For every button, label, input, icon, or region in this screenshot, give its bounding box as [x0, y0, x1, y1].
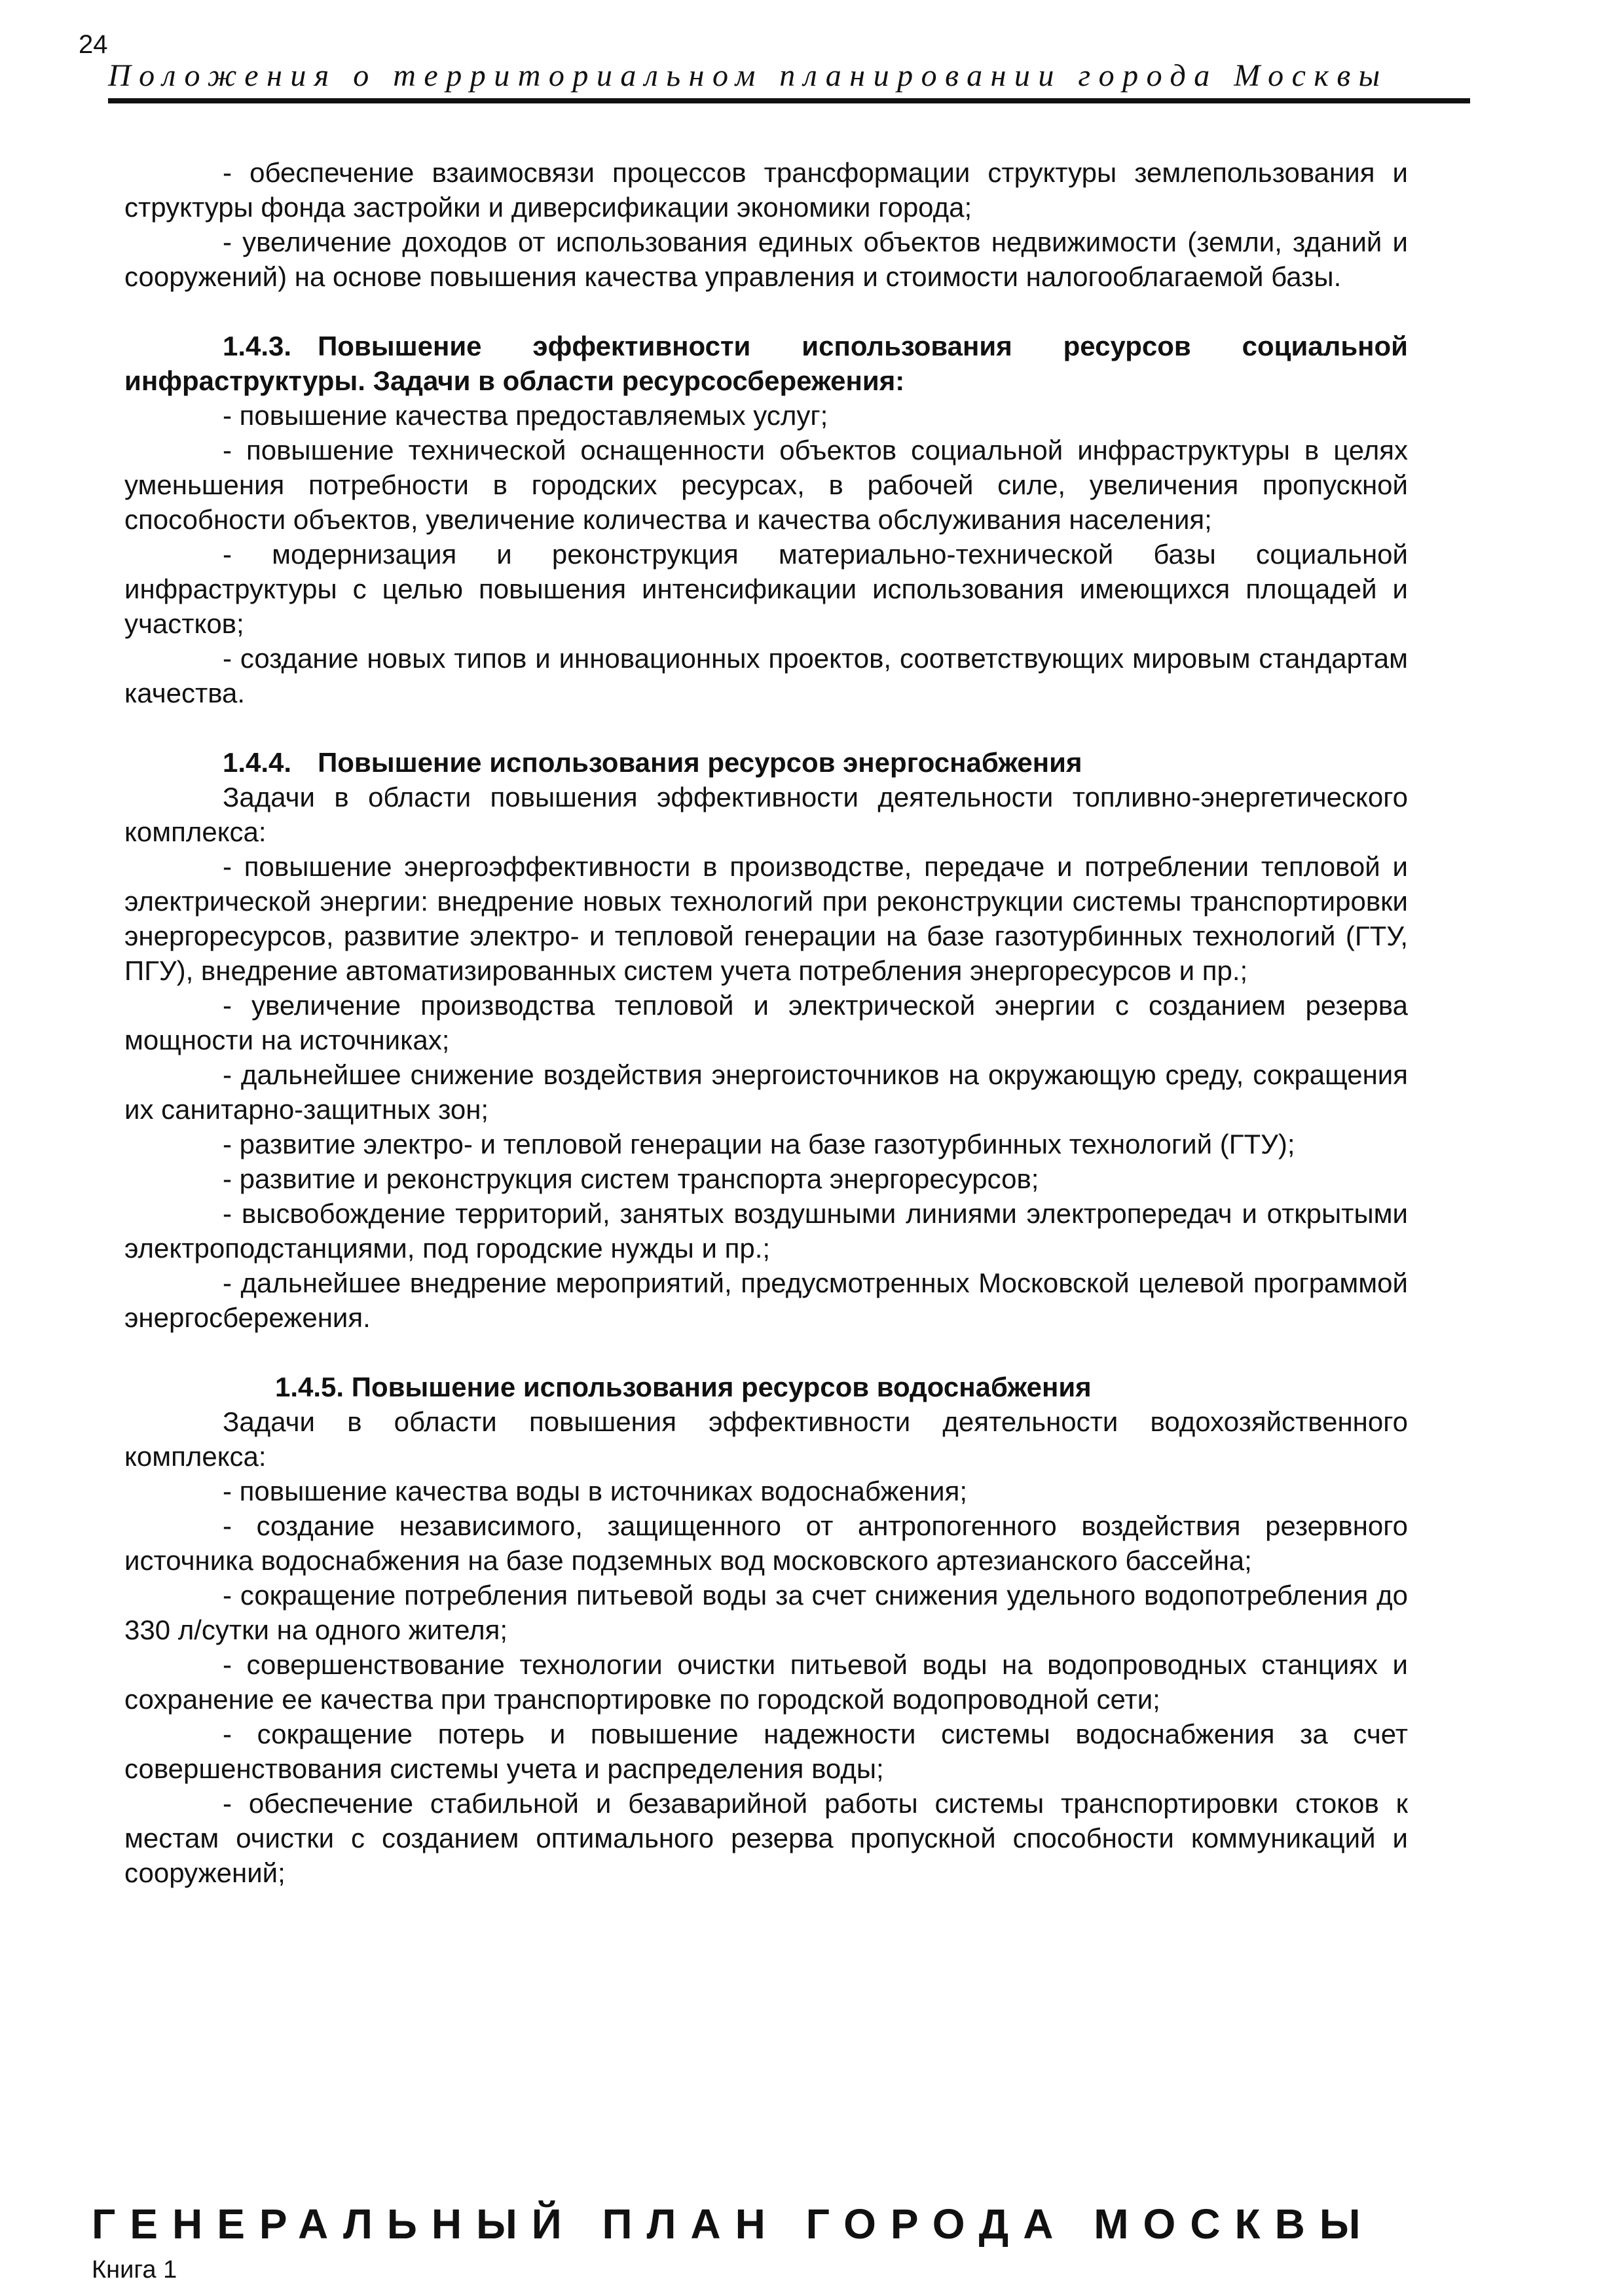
book-label: Книга 1: [92, 2256, 177, 2284]
list-item: - увеличение производства тепловой и электрической энергии с созданием резерва мощности на источниках;: [124, 990, 1408, 1055]
section-intro: Задачи в области повышения эффективности деятельности водохозяйственного комплекса:: [124, 1406, 1408, 1472]
section-heading-1-4-3: [124, 329, 1408, 398]
list-item: - повышение энергоэффективности в производстве, передаче и потреблении тепловой и электрической энергии: внедрение новых технологий при реконструкции системы транспортировки энергоресурсов, развитие электро- и тепловой генерации на базе газотурбинных технологий (ГТУ, ПГУ), внедрение автоматизированных систем учета потребления энергоресурсов и пр.;: [124, 851, 1408, 986]
section-heading-1-4-5: 1.4.5. Повышение использования ресурсов водоснабжения: [275, 1372, 1092, 1402]
spacer: [124, 1335, 1408, 1370]
footer-title: ГЕНЕРАЛЬНЫЙ ПЛАН ГОРОДА МОСКВЫ: [92, 2200, 1375, 2248]
paragraph: - обеспечение взаимосвязи процессов трансформации структуры землепользования и структуры фонда застройки и диверсификации экономики города;: [124, 157, 1408, 223]
list-item: - дальнейшее снижение воздействия энергоисточников на окружающую среду, сокращения их санитарно-защитных зон;: [124, 1059, 1408, 1125]
list-item: - повышение качества предоставляемых услуг;: [223, 400, 828, 431]
list-item: - создание независимого, защищенного от антропогенного воздействия резервного источника водоснабжения на базе подземных вод московского артезианского бассейна;: [124, 1510, 1408, 1576]
list-item: - высвобождение территорий, занятых воздушными линиями электропередач и открытыми электроподстанциями, под городские нужды и пр.;: [124, 1198, 1408, 1264]
list-item: - сокращение потребления питьевой воды за счет снижения удельного водопотребления до 330 л/сутки на одного жителя;: [124, 1580, 1408, 1645]
section-title: Повышение эффективности использования ресурсов социальной инфраструктуры. Задачи в области ресурсосбережения:: [124, 331, 1408, 396]
list-item: - повышение технической оснащенности объектов социальной инфраструктуры в целях уменьшения потребности в городских ресурсах, в рабочей силе, увеличения пропускной способности объектов, увеличение количества и качества обслуживания населения;: [124, 435, 1408, 535]
list-item: - развитие и реконструкция систем транспорта энергоресурсов;: [223, 1163, 1039, 1194]
page-number: 24: [79, 30, 108, 59]
list-item: - совершенствование технологии очистки питьевой воды на водопроводных станциях и сохранение ее качества при транспортировке по городской водопроводной сети;: [124, 1649, 1408, 1715]
section-intro: Задачи в области повышения эффективности деятельности топливно-энергетического комплекса:: [124, 782, 1408, 847]
section-heading-1-4-4: [124, 745, 1408, 780]
section-number: 1.4.4.: [223, 747, 292, 778]
spacer: [124, 710, 1408, 745]
running-header-title: Положения о территориальном планировании города Москвы: [108, 58, 1388, 93]
spacer: [124, 294, 1408, 329]
list-item: - обеспечение стабильной и безаварийной работы системы транспортировки стоков к местам очистки с созданием оптимального резерва пропускной способности коммуникаций и сооружений;: [124, 1788, 1408, 1888]
paragraph: - увеличение доходов от использования единых объектов недвижимости (земли, зданий и сооружений) на основе повышения качества управления и стоимости налогооблагаемой базы.: [124, 227, 1408, 292]
section-number: 1.4.3.: [223, 331, 292, 361]
list-item: - модернизация и реконструкция материально-технической базы социальной инфраструктуры с целью повышения интенсификации использования имеющихся площадей и участков;: [124, 539, 1408, 639]
section-title: Повышение использования ресурсов энергоснабжения: [318, 747, 1082, 778]
list-item: - сокращение потерь и повышение надежности системы водоснабжения за счет совершенствования системы учета и распределения воды;: [124, 1719, 1408, 1784]
document-body: [124, 155, 1408, 1890]
list-item: - развитие электро- и тепловой генерации на базе газотурбинных технологий (ГТУ);: [223, 1129, 1295, 1159]
list-item: - дальнейшее внедрение мероприятий, предусмотренных Московской целевой программой энергосбережения.: [124, 1267, 1408, 1333]
header-rule: [108, 98, 1470, 103]
list-item: - создание новых типов и инновационных проектов, соответствующих мировым стандартам качества.: [124, 643, 1408, 708]
list-item: - повышение качества воды в источниках водоснабжения;: [223, 1476, 968, 1506]
